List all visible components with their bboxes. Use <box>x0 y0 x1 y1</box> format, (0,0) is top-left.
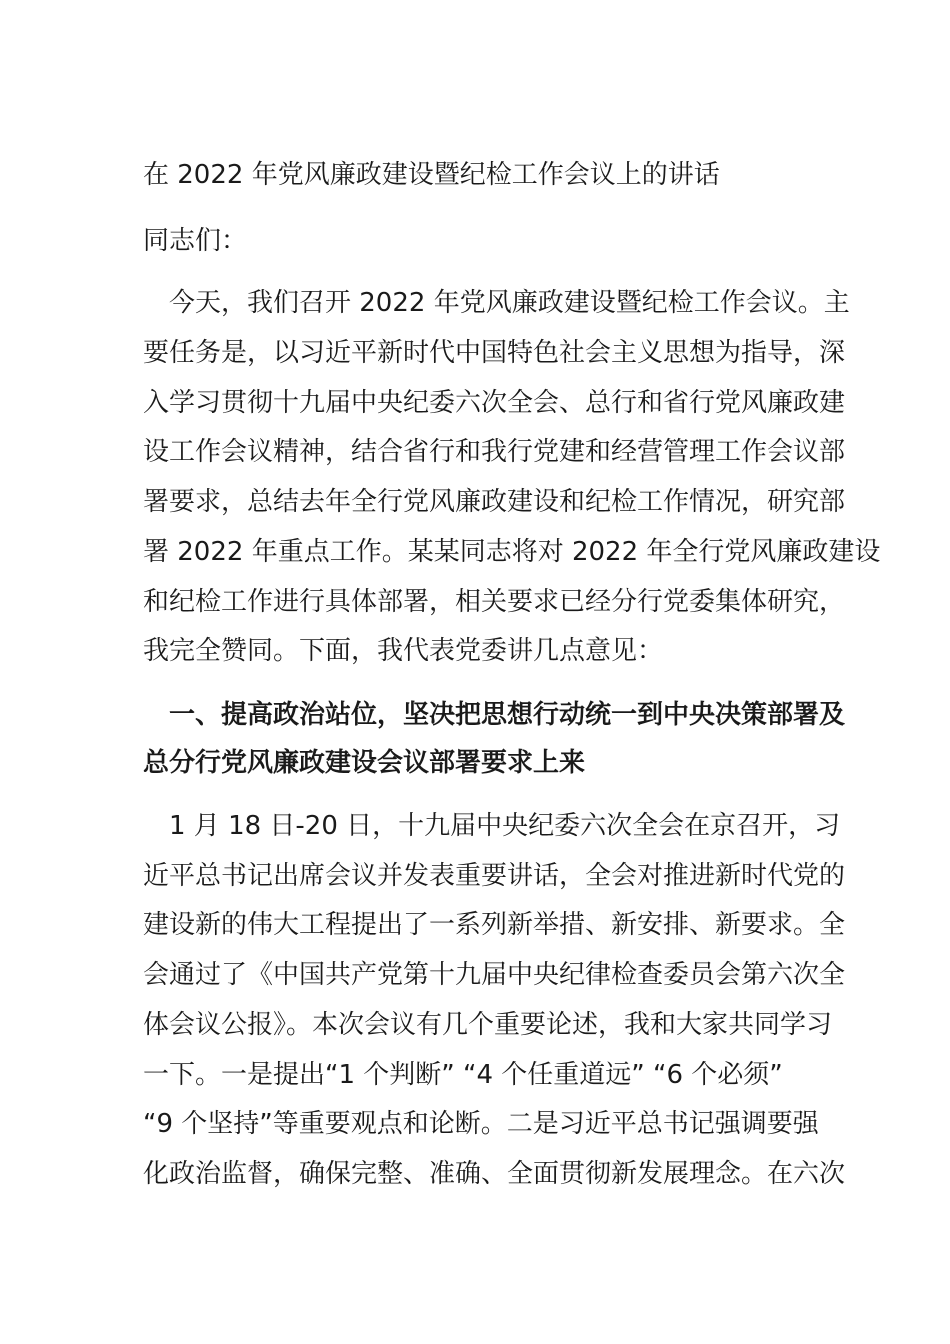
section-heading: 一、提高政治站位，坚决把思想行动统一到中央决策部署及 <box>143 700 846 730</box>
paragraph-line: 入学习贯彻十九届中央纪委六次全会、总行和省行党风廉政建 <box>143 388 846 418</box>
paragraph-line: 化政治监督，确保完整、准确、全面贯彻新发展理念。在六次 <box>143 1159 846 1189</box>
paragraph-line: 体会议公报》。本次会议有几个重要论述，我和大家共同学习 <box>143 1010 833 1040</box>
paragraph-line: 建设新的伟大工程提出了一系列新举措、新安排、新要求。全 <box>143 910 846 940</box>
salutation: 同志们： <box>143 226 248 256</box>
paragraph-line: 我完全赞同。下面，我代表党委讲几点意见： <box>143 636 664 666</box>
document-title: 在 2022 年党风廉政建设暨纪检工作会议上的讲话 <box>143 160 720 190</box>
paragraph-line: 要任务是，以习近平新时代中国特色社会主义思想为指导，深 <box>143 338 846 368</box>
paragraph-line: “9 个坚持”等重要观点和论断。二是习近平总书记强调要强 <box>143 1109 819 1139</box>
paragraph-line: 会通过了《中国共产党第十九届中央纪律检查委员会第六次全 <box>143 960 846 990</box>
paragraph-line: 署要求，总结去年全行党风廉政建设和纪检工作情况，研究部 <box>143 487 846 517</box>
paragraph-line: 1 月 18 日-20 日，十九届中央纪委六次全会在京召开，习 <box>143 811 841 841</box>
paragraph-line: 和纪检工作进行具体部署，相关要求已经分行党委集体研究， <box>143 587 846 617</box>
paragraph-line: 署 2022 年重点工作。某某同志将对 2022 年全行党风廉政建设 <box>143 537 881 567</box>
paragraph-line: 今天，我们召开 2022 年党风廉政建设暨纪检工作会议。主 <box>143 288 850 318</box>
section-heading: 总分行党风廉政建设会议部署要求上来 <box>143 748 586 778</box>
paragraph-line: 近平总书记出席会议并发表重要讲话，全会对推进新时代党的 <box>143 861 846 891</box>
paragraph-line: 设工作会议精神，结合省行和我行党建和经营管理工作会议部 <box>143 437 846 467</box>
paragraph-line: 一下。一是提出“1 个判断” “4 个任重道远” “6 个必须” <box>143 1060 783 1090</box>
